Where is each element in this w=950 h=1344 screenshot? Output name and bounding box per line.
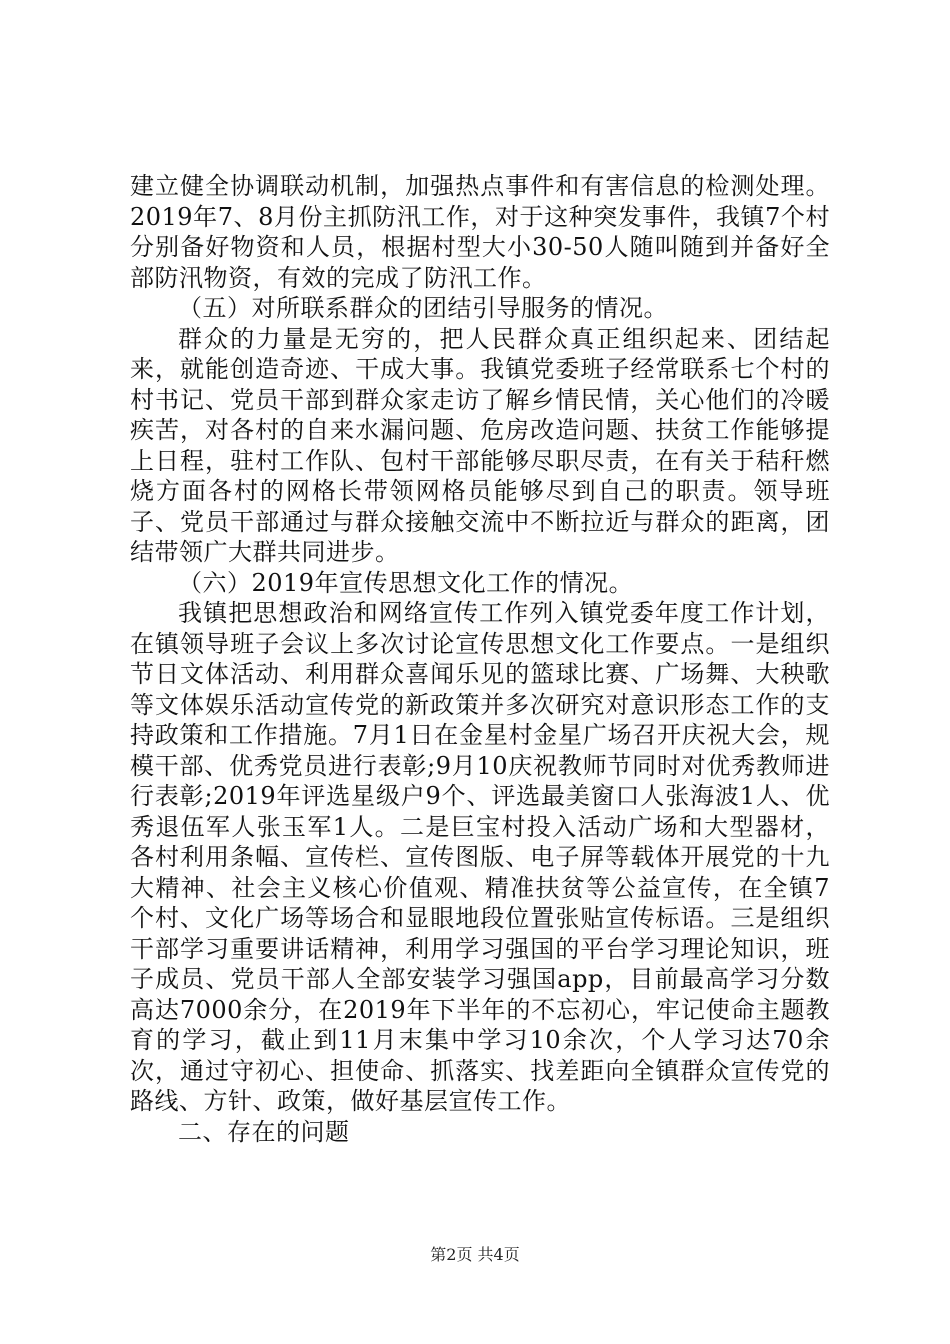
paragraph-propaganda: 我镇把思想政治和网络宣传工作列入镇党委年度工作计划，在镇领导班子会议上多次讨论宣传思想文化工作要点。一是组织节日文体活动、利用群众喜闻乐见的篮球比赛、广场舞、大秧歌等文体娱乐活动宣传党的新政策并多次研究对意识形态工作的支持政策和工作措施。7月1日在金星村金星广场召开庆祝大会，规模干部、优秀党员进行表彰;9月10庆祝教师节同时对优秀教师进行表彰;2019年评选星级户9个、评选最美窗口人张海波1人、优秀退伍军人张玉军1人。二是巨宝村投入活动广场和大型器材，各村利用条幅、宣传栏、宣传图版、电子屏等载体开展党的十九大精神、社会主义核心价值观、精准扶贫等公益宣传，在全镇7个村、文化广场等场合和显眼地段位置张贴宣传标语。三是组织干部学习重要讲话精神，利用学习强国的平台学习理论知识，班子成员、党员干部人全部安装学习强国app，目前最高学习分数高达7000余分，在2019年下半年的不忘初心，牢记使命主题教育的学习，截止到11月末集中学习10余次，个人学习达70余次，通过守初心、担使命、抓落实、找差距向全镇群众宣传党的路线、方针、政策，做好基层宣传工作。 bbox=[130, 599, 830, 1115]
paragraph-continuation: 建立健全协调联动机制，加强热点事件和有害信息的检测处理。2019年7、8月份主抓防汛工作，对于这种突发事件，我镇7个村分别备好物资和人员，根据村型大小30-50人随叫随到并备好全部防汛物资，有效的完成了防汛工作。 bbox=[130, 172, 830, 292]
section-heading-five: （五）对所联系群众的团结引导服务的情况。 bbox=[178, 294, 668, 322]
section-heading-six: （六）2019年宣传思想文化工作的情况。 bbox=[178, 568, 634, 597]
document-body bbox=[130, 171, 830, 1147]
page-footer: 第2页 共4页 bbox=[430, 1245, 520, 1264]
paragraph-masses: 群众的力量是无穷的，把人民群众真正组织起来、团结起来，就能创造奇迹、干成大事。我镇党委班子经常联系七个村的村书记、党员干部到群众家走访了解乡情民情，关心他们的冷暖疾苦，对各村的自来水漏问题、危房改造问题、扶贫工作能够提上日程，驻村工作队、包村干部能够尽职尽责，在有关于秸秆燃烧方面各村的网格长带领网格员能够尽到自己的职责。领导班子、党员干部通过与群众接触交流中不断拉近与群众的距离，团结带领广大群共同进步。 bbox=[130, 324, 830, 566]
section-heading-problems: 二、存在的问题 bbox=[178, 1117, 350, 1146]
